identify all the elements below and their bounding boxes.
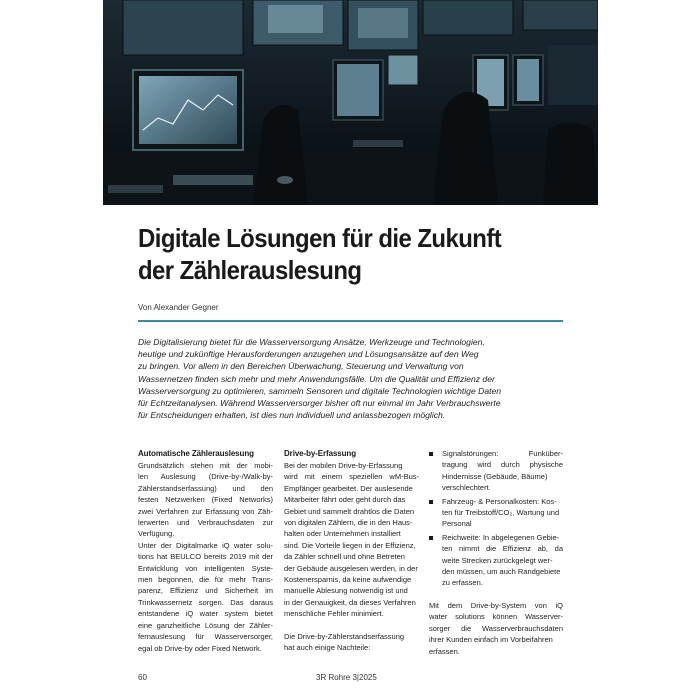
- bullet-line: ten für Treibstoff/CO₂, Wartung und: [442, 508, 560, 518]
- column-1: [138, 448, 273, 654]
- byline: Von Alexander Gegner: [138, 303, 219, 312]
- article-title-line-2: der Zählerauslesung: [138, 255, 362, 285]
- lead-line: Wassernetzen finden sich mehr und mehr Anwendungsfälle. Um die Qualität und Effizienz der: [138, 373, 495, 384]
- body-line: men begonnen, die für mehr Trans-: [138, 575, 273, 585]
- body-line: manuelle Ablesung notwendig ist und: [284, 586, 408, 596]
- body-line: Bei der mobilen Drive-by-Erfassung: [284, 461, 403, 470]
- body-line: Entwicklung von intelligenten Syste-: [138, 563, 273, 573]
- title-divider: [138, 320, 563, 322]
- bullet-line: verschlechtert.: [442, 483, 491, 493]
- bullet-item: [429, 448, 563, 494]
- body-line: menschliche Fehler minimiert.: [284, 609, 384, 619]
- paragraph-gap: [429, 589, 563, 600]
- body-line: in der Genauigkeit, da dieses Verfahren: [284, 597, 416, 607]
- body-line: egal ob Drive-by oder Fixed Network.: [138, 643, 262, 653]
- body-line: Mit dem Drive-by-System von iQ: [429, 600, 563, 610]
- lead-line: für Entscheidungen erhalten, ist dies nun individuell und anlassbezogen möglich.: [138, 410, 446, 421]
- body-line: Mitarbeiter fährt oder geht durch das: [284, 495, 406, 505]
- lead-line: heutige und zukünftige Herausforderungen anzugehen und Lösungsansätze auf den Weg: [138, 349, 479, 360]
- bullet-line: Reichweite: In abgelegenen Gebie-: [442, 532, 560, 542]
- lead-paragraph: [138, 336, 563, 421]
- body-line: sind. Die Vorteile liegen in der Effizienz,: [284, 540, 416, 550]
- control-room-photo-icon: [103, 0, 598, 205]
- body-line: sorger die Wasserverbrauchsdaten: [429, 623, 563, 633]
- bullet-line: Fahrzeug- & Personalkosten: Kos-: [442, 496, 557, 506]
- body-line: da Zähler schnell und ohne Betreten: [284, 552, 405, 562]
- bullet-square-icon: [429, 452, 433, 456]
- body-line: Gebiet und sammelt drahtlos die Daten: [284, 506, 415, 516]
- body-line: Unter der Digitalmarke iQ water solu-: [138, 540, 273, 550]
- bullet-square-icon: [429, 500, 433, 504]
- article-title-line-1: Digitale Lösungen für die Zukunft: [138, 223, 502, 253]
- page-number: 60: [138, 673, 147, 682]
- lead-line: Die Digitalisierung bietet für die Wasserversorgung Ansätze, Werkzeuge und Technologien,: [138, 337, 485, 347]
- body-line: von digitalen Zählern, die in den Haus-: [284, 518, 413, 528]
- bullet-line: zu erfassen.: [442, 578, 483, 588]
- bullet-item: [429, 496, 563, 530]
- journal-issue: 3R Rohre 3|2025: [316, 673, 377, 682]
- hero-image: [103, 0, 598, 205]
- lead-line: für Echtzeitanalysen. Während Wasserversorger bisher oft nur einmal im Jahr Verbrauchswerte: [138, 398, 501, 409]
- bullet-line: Signalstörungen: Funküber-: [442, 449, 563, 458]
- body-line: festen Netzwerken (Fixed Networks): [138, 495, 273, 505]
- body-line: wird mit einem speziellen wM-Bus-: [284, 472, 419, 482]
- lead-line: zu bringen. Vor allem in den Bereichen Überwachung, Steuerung und Verwaltung von: [138, 361, 464, 372]
- body-line: Trinkwassernetz sorgen. Das daraus: [138, 597, 273, 607]
- bullet-square-icon: [429, 536, 433, 540]
- body-line: eine ganzheitliche Lösung der Zähler-: [138, 620, 273, 630]
- bullet-line: Personal: [442, 519, 472, 529]
- column-2: [284, 448, 419, 654]
- bullet-line: tragung wird durch physische: [442, 460, 563, 470]
- body-line: halten oder Unternehmen installiert: [284, 529, 401, 539]
- body-line: hat auch einige Nachteile:: [284, 643, 371, 653]
- body-line: ihrer Kunden einfach im Vorbeifahren: [429, 635, 553, 645]
- body-line: Kostenersparnis, da keine aufwendige: [284, 575, 412, 585]
- body-line: Verfügung.: [138, 529, 175, 539]
- article-title: [138, 222, 543, 286]
- body-line: parenz, Effizienz und Sicherheit im: [138, 586, 273, 596]
- body-line: Empfänger gearbeitet. Der auslesende: [284, 483, 413, 493]
- body-line: tions hat BEULCO bereits 2019 mit der: [138, 552, 273, 562]
- bullet-item: [429, 532, 563, 589]
- body-line: der Gebäude ausgelesen werden, in der: [284, 563, 418, 573]
- body-line: zwei Verfahren zur Erfassung von Zäh-: [138, 506, 273, 516]
- bullet-line: Hindernisse (Gebäude, Bäume): [442, 471, 548, 481]
- section-heading-drive-by: Drive-by-Erfassung: [284, 449, 356, 458]
- body-line: Zählerstandserfassung) und den: [138, 483, 273, 493]
- body-line: water solutions können Wasserver-: [429, 612, 563, 622]
- body-line: entstandene iQ water system bietet: [138, 609, 273, 619]
- section-heading-automatic-reading: Automatische Zählerauslesung: [138, 449, 254, 458]
- body-line: lerwerten und Verbrauchsdaten zur: [138, 518, 273, 528]
- column-3: [429, 448, 563, 657]
- bullet-line: den müssen, um auch Randgebiete: [442, 567, 561, 577]
- body-line: Grundsätzlich stehen mit der mobi-: [138, 461, 273, 470]
- body-line: fernauslesung für Wasserversorger,: [138, 632, 273, 642]
- bullet-line: ten nimmt die Effizienz ab, da: [442, 544, 563, 554]
- body-line: erfassen.: [429, 646, 460, 656]
- lead-line: Wasserversorgung zu optimieren, sammeln Sensoren und digitale Technologien wichtige Daten: [138, 385, 502, 396]
- paragraph-gap: [284, 620, 419, 631]
- bullet-line: weite Strecken zurückgelegt wer-: [442, 555, 553, 565]
- body-line: len Auslesung (Drive-by-/Walk-by-: [138, 472, 273, 482]
- body-line: Die Drive-by-Zählerstandserfassung: [284, 631, 405, 641]
